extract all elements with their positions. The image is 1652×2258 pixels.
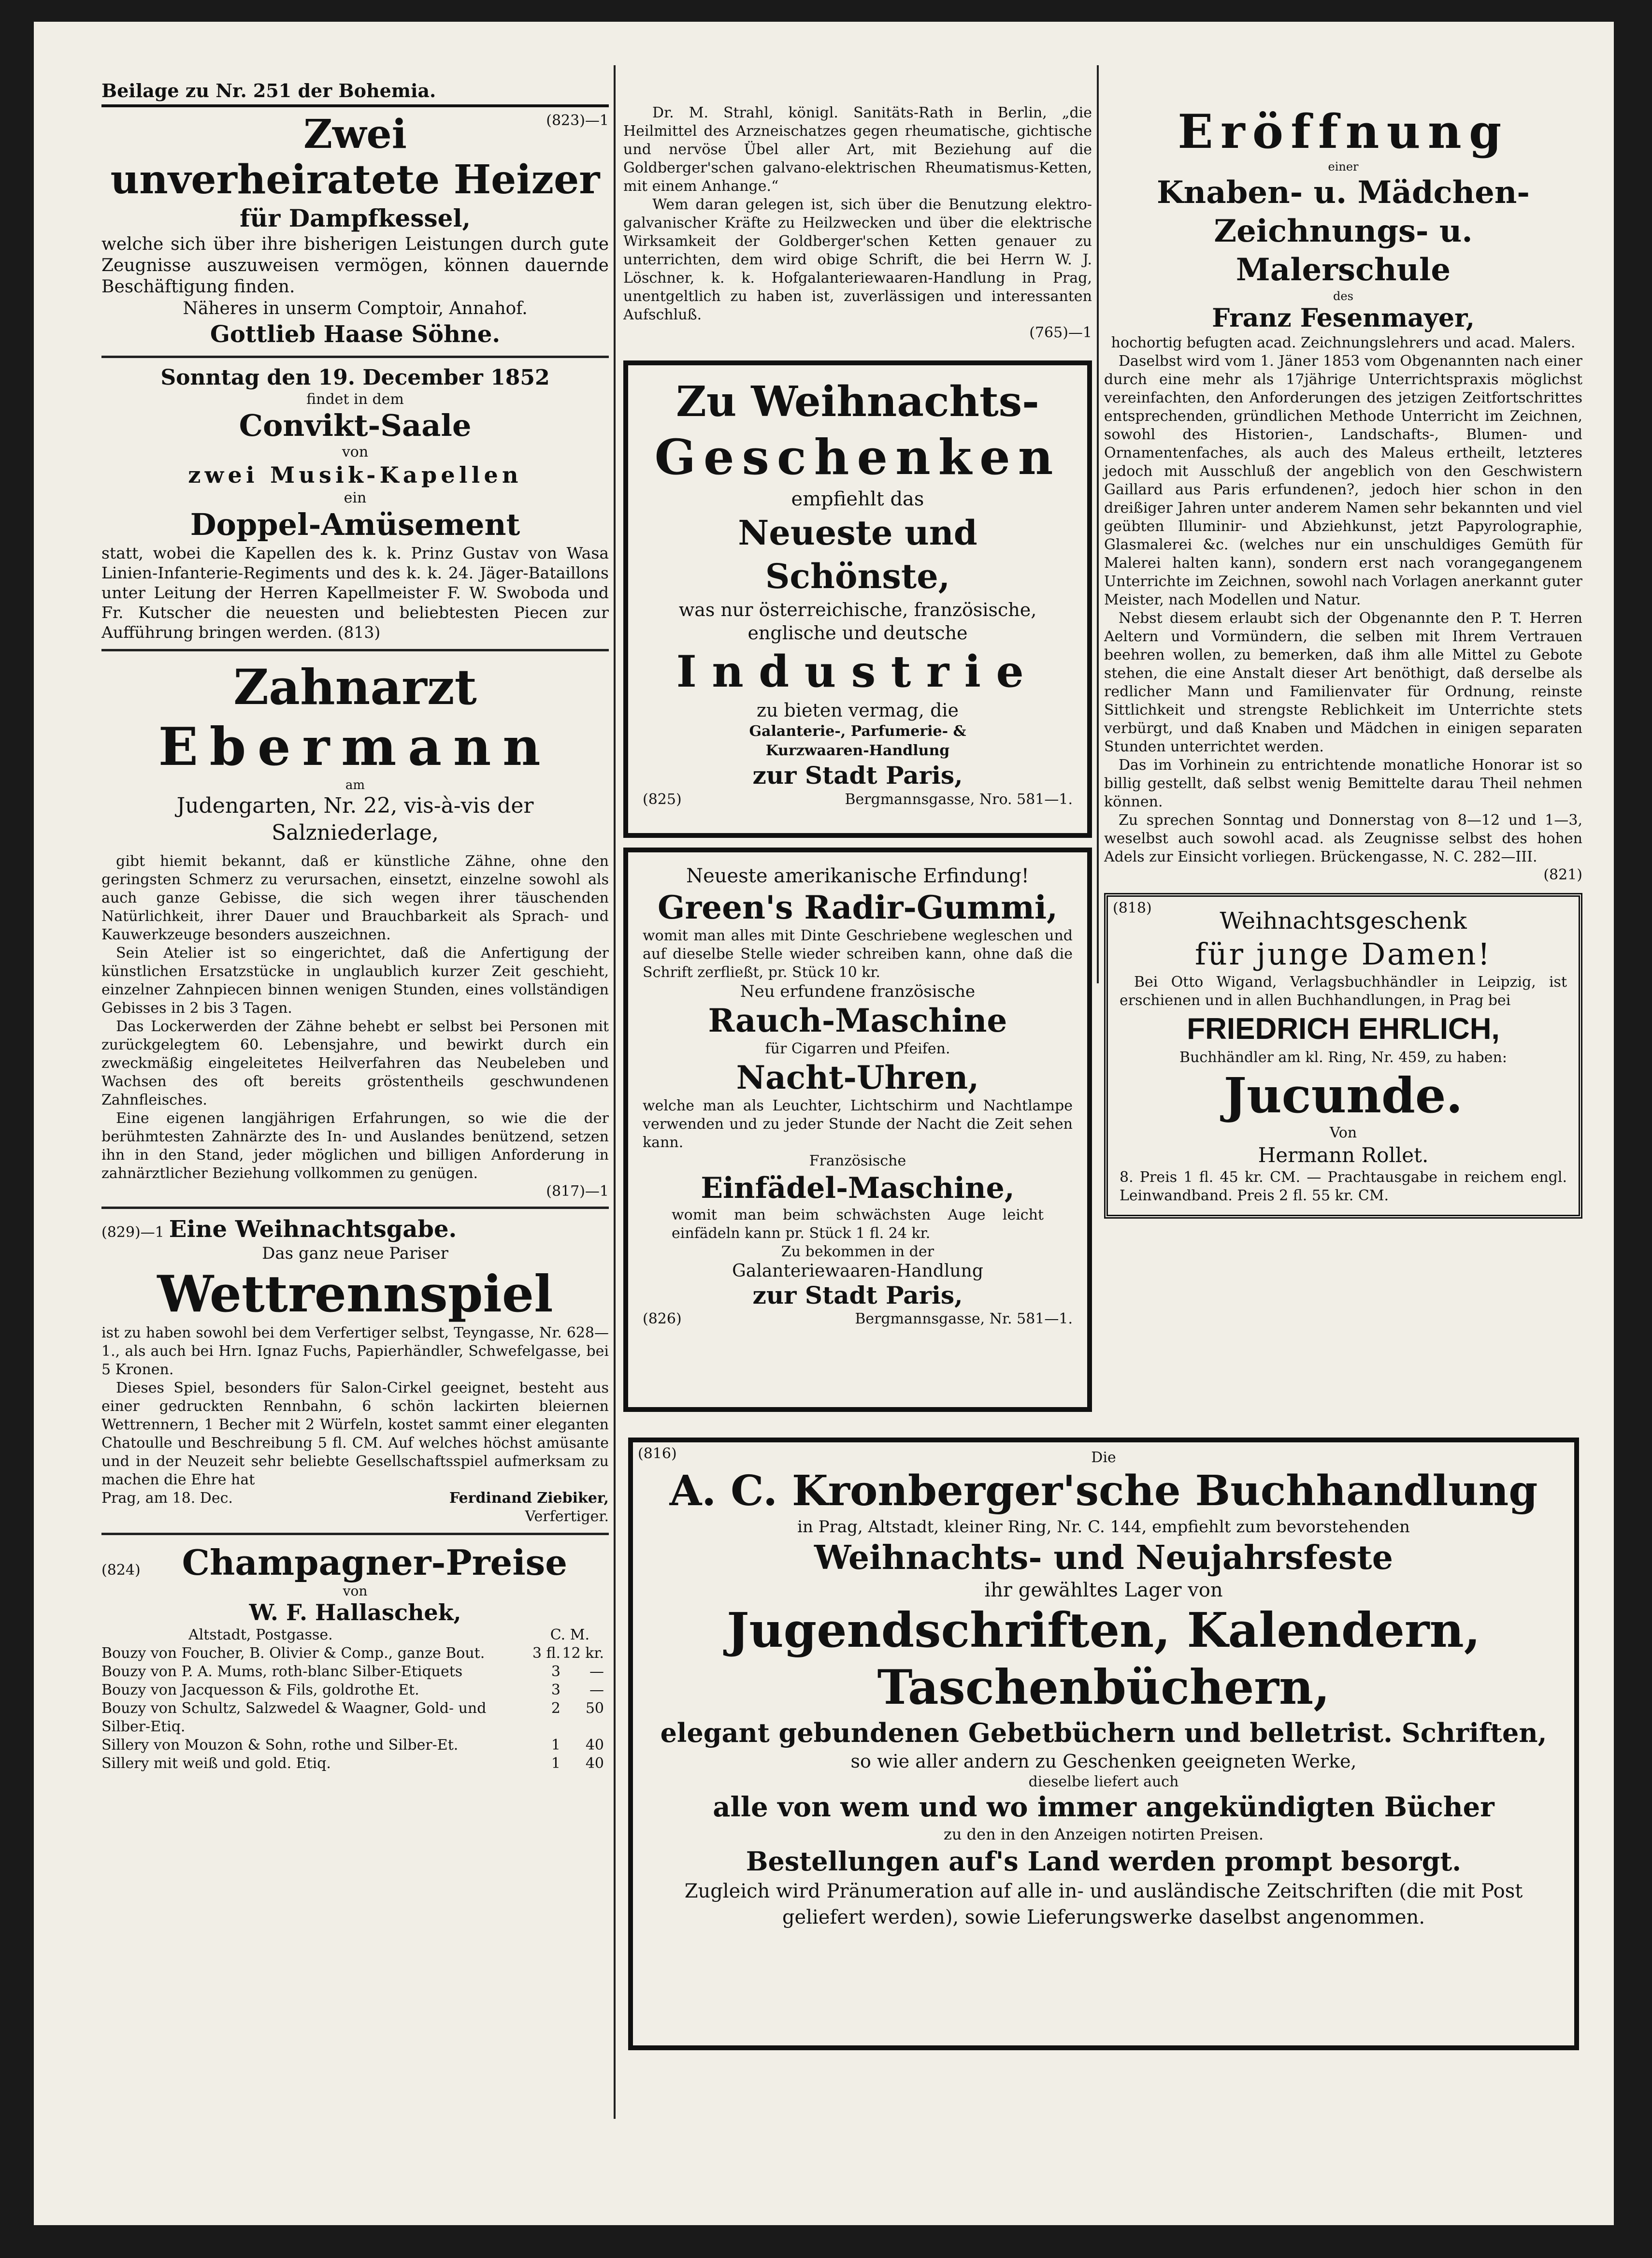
ad-body: Wem daran gelegen ist, sich über die Benutzung elektro-galvanischer Kräfte zu Heilzwecken und über die elektrische Wirksamkeit der Goldberger'schen Ketten genauer zu unterrichten, dem wird obige Schrift, die bei Herrn W. J. Löschner, k. k. Hofgalanteriewaaren-Handlung in Prag, unentgeltlich zu haben ist, zuverlässigen und interessanten Aufschluß. (623, 196, 1092, 323)
ad-title: Eröffnung (1178, 104, 1509, 159)
divider (101, 1533, 609, 1535)
ad-line: Von (1329, 1124, 1357, 1141)
price-item-name: Bouzy von Schultz, Salzwedel & Waagner, Gold- und Silber-Etiq. (101, 1700, 487, 1735)
ad-title: Bestellungen auf's Land werden prompt besorgt. (746, 1846, 1462, 1877)
ad-body: gibt hiemit bekannt, daß er künstliche Zähne, ohne den geringsten Schmerz zu verursachen, einsetzt, einzelne sowohl als auch ganze Gebisse, die sich wegen ihrer täuschenden Natürlichkeit, ihrer Dauer und Brauchbarkeit als Sprach- und Kauwerkzeuge besonders auszeichnen. (101, 853, 609, 943)
ad-title: Nacht-Uhren, (736, 1059, 979, 1096)
ad-title: Knaben- u. Mädchen- (1157, 174, 1530, 211)
ad-signature: Gottlieb Haase Söhne. (210, 321, 501, 348)
ad-line: ihr gewähltes Lager von (984, 1579, 1223, 1601)
ad-line: Neu erfundene französische (740, 982, 976, 1001)
price-row (101, 1699, 604, 1736)
ad-address: Judengarten, Nr. 22, vis-à-vis der Salzniederlage, (176, 793, 534, 845)
ad-place: Prag, am 18. Dec. (101, 1490, 233, 1507)
ad-line: von (343, 1583, 368, 1599)
ad-title: Doppel-Amüsement (190, 507, 520, 542)
currency-label: C. M. (550, 1626, 589, 1643)
ad-body: Zu sprechen Sonntag und Donnerstag von 8—12 und 1—3, weselbst auch sowohl acad. als Zeugnisse selbst des hohen Adels zur Einsicht vorliegen. Brückengasse, N. C. 282—III. (1104, 812, 1582, 865)
ad-body: Dr. M. Strahl, königl. Sanitäts-Rath in Berlin, „die Heilmittel des Arzneischatzes gegen rheumatische, gichtische und nervöse Übel aller Art, mit Beziehung auf die Goldberger'schen galvano-elektrischen Rheumatismus-Ketten, mit einem Anhange.“ (623, 104, 1092, 195)
ad-title: Zahnarzt (233, 659, 477, 716)
ad-title: Wettrennspiel (157, 1264, 553, 1323)
ad-ref: (826) (643, 1310, 682, 1327)
ad-line: am (345, 778, 365, 792)
ad-ref: (829)—1 (101, 1224, 164, 1241)
price-kr: 50 (585, 1700, 604, 1717)
ad-name: W. F. Hallaschek, (249, 1599, 461, 1625)
price-item-name: Sillery von Mouzon & Sohn, rothe und Silber-Et. (101, 1737, 459, 1754)
price-row (101, 1644, 604, 1663)
ad-body: Dieses Spiel, besonders für Salon-Cirkel geeignet, besteht aus einer gedruckten Rennbahn, 6 schön lackirten bleiernen Wettrennern, 1 Becher mit 2 Würfeln, kostet sammt einer eleganten Chatoulle und Beschreibung 5 fl. CM. Auf welches höchst amüsante und in der Neuzeit sehr beliebte Gesellschaftsspiel aufmerksam zu machen die Ehre hat (101, 1380, 609, 1488)
divider (101, 649, 609, 651)
ad-line: Die (1091, 1449, 1116, 1466)
ad-line: Galanterie-, Parfumerie- & Kurzwaaren-Handlung (749, 723, 966, 759)
ad-line: was nur österreichische, französische, englische und deutsche (678, 599, 1037, 644)
ad-title: für junge Damen! (1195, 936, 1492, 972)
ad-body: womit man alles mit Dinte Geschriebene wegleschen und auf dieselbe Stelle wieder schreiben kann, ohne daß die Schrift zerfließt, pr. Stück 10 kr. (643, 927, 1073, 981)
ad-line: hochortig befugten acad. Zeichnungslehrers und acad. Malers. (1111, 334, 1576, 351)
newspaper-page (34, 22, 1614, 2225)
ad-title: Green's Radir-Gummi, (657, 889, 1058, 926)
ad-title: alle von wem und wo immer angekündigten Bücher (713, 1791, 1494, 1823)
ad-line: Neueste amerikanische Erfindung! (686, 865, 1029, 887)
ad-body: Eine eigenen langjährigen Erfahrungen, so wie die der berühmtesten Zahnärzte des In- und Auslandes benützend, setzen ihn in den Stand, jeder möglichen und billigen Anforderung in zahnärztlicher Beziehung vollkommen zu genügen. (101, 1110, 609, 1182)
price-fl: 3 (551, 1663, 560, 1680)
ad-line: Näheres in unserm Comptoir, Annahof. (183, 299, 528, 318)
ad-line: Galanteriewaaren-Handlung (732, 1261, 983, 1281)
ad-line: zu bieten vermag, die (756, 700, 959, 721)
ad-zahnarzt (101, 658, 609, 1200)
ad-weihnachts-geschenken (623, 360, 1092, 838)
ad-title: Zwei (303, 111, 407, 158)
price-row (101, 1663, 604, 1681)
price-kr: 40 (585, 1737, 604, 1754)
ad-ref: (817)—1 (546, 1183, 609, 1200)
ad-line: dieselbe liefert auch (1028, 1773, 1179, 1790)
ad-line: für Cigarren und Pfeifen. (765, 1040, 950, 1057)
price-row (101, 1681, 604, 1699)
ad-line: Zu bekommen in der (781, 1243, 934, 1260)
ad-ref: (816) (638, 1445, 677, 1462)
price-row (101, 1736, 604, 1755)
ad-ref: (821) (1543, 866, 1582, 883)
ad-role: Verfertiger. (525, 1508, 609, 1525)
ad-wettrennspiel (101, 1216, 609, 1526)
ad-ref: (823)—1 (546, 112, 609, 129)
ad-body: statt, wobei die Kapellen des k. k. Prinz Gustav von Wasa Linien-Infanterie-Regiments und des k. k. 24. Jäger-Bataillons unter Leitung der Herren Kapellmeister F. W. Swoboda und Fr. Kutscher die neuesten und beliebtesten Piecen zur Aufführung bringen werden. (813) (101, 544, 609, 642)
ad-heading: Eine Weihnachtsgabe. (169, 1216, 457, 1243)
ad-body: ist zu haben sowohl bei dem Verfertiger selbst, Teyngasse, Nr. 628—1., als auch bei Hrn. Ignaz Fuchs, Papierhändler, Schwefelgasse, bei 5 Kronen. (101, 1324, 609, 1378)
ad-ref: (765)—1 (1029, 324, 1092, 341)
column-right (1104, 104, 1582, 1228)
ad-line: des (1333, 289, 1353, 303)
ad-body: Nebst diesem erlaubt sich der Obgenannte den P. T. Herren Aeltern und Vormündern, die selben mit Ihrem Vertrauen beehren wollen, zu bemerken, daß ihm alle Mittel zu Gebote stehen, die eine Anstalt dieser Art benöthigt, daß derselbe als redlicher Mann und Familienvater für Ordnung, reinste Sittlichkeit und strengste Reblichkeit im Unterrichte stets verbürgt, und daß Knaben und Mädchen in einigen separaten Stunden unterrichtet werden. (1104, 610, 1582, 755)
price-item-name: Bouzy von Foucher, B. Olivier & Comp., ganze Bout. (101, 1645, 485, 1662)
ad-body: Bei Otto Wigand, Verlagsbuchhändler in Leipzig, ist erschienen und in allen Buchhandlungen, in Prag bei (1120, 974, 1567, 1009)
ad-jucunde (1104, 893, 1582, 1219)
ad-title: Geschenken (654, 429, 1061, 486)
ad-shop: zur Stadt Paris, (752, 1281, 963, 1309)
ad-date: Sonntag den 19. December 1852 (160, 365, 550, 390)
price-fl: 3 (551, 1682, 560, 1698)
ad-line: Französische (809, 1152, 906, 1169)
ad-line: empfiehlt das (791, 488, 924, 510)
ad-title: elegant gebundenen Gebetbüchern und belletrist. Schriften, (660, 1717, 1547, 1748)
ad-body: Das im Vorhinein zu entrichtende monatliche Honorar ist so billig gestellt, daß selbst wenig Bemittelte darau Theil nehmen können. (1104, 757, 1582, 810)
masthead: Beilage zu Nr. 251 der Bohemia. (101, 80, 609, 107)
ad-champagner (101, 1542, 609, 1773)
ad-title: Neueste und Schönste, (738, 513, 977, 596)
ad-title: Taschenbüchern, (877, 1660, 1330, 1715)
ad-line: in Prag, Altstadt, kleiner Ring, Nr. C. 144, empfiehlt zum bevorstehenden (797, 1517, 1410, 1537)
ad-line: zu den in den Anzeigen notirten Preisen. (944, 1825, 1264, 1843)
ad-body: Das Lockerwerden der Zähne behebt er selbst bei Personen mit zurückgelegtem 60. Lebensjahre, und bewirkt durch ein zweckmäßig eingeleitetes Heilverfahren das Neubeleben und Wachsen des oft bereits gröstentheils geschwundenen Zahnfleisches. (101, 1018, 609, 1108)
ad-line: Zugleich wird Pränumeration auf alle in- und ausländische Zeitschriften (die mit Post geliefert werden), sowie Lieferungswerke daselbst angenommen. (684, 1880, 1523, 1928)
ad-eroeffnung (1104, 104, 1582, 883)
column-left (101, 80, 609, 1773)
price-item-name: Bouzy von P. A. Mums, roth-blanc Silber-Etiquets (101, 1663, 463, 1680)
price-fl: 1 (551, 1737, 560, 1754)
ad-body: 8. Preis 1 fl. 45 kr. CM. — Prachtausgabe in reichem engl. Leinwandband. Preis 2 fl. 55 kr. CM. (1120, 1169, 1567, 1204)
ad-author: Hermann Rollet. (1258, 1143, 1429, 1167)
ad-title: Rauch-Maschine (708, 1002, 1007, 1039)
price-row (101, 1755, 604, 1773)
ad-convict (101, 365, 609, 642)
divider (101, 356, 609, 358)
price-kr: — (589, 1663, 604, 1680)
ad-address: Altstadt, Postgasse. (188, 1626, 333, 1643)
ad-title: Industrie (676, 646, 1039, 697)
price-item-name: Sillery mit weiß und gold. Etiq. (101, 1755, 331, 1772)
ad-body: welche man als Leuchter, Lichtschirm und Nachtlampe verwenden und zu jeder Stunde der Nacht die Zeit sehen kann. (643, 1097, 1073, 1151)
ad-green-radirgummi (623, 848, 1092, 1412)
ad-line: so wie aller andern zu Geschenken geeigneten Werke, (850, 1751, 1357, 1772)
column-rule (1097, 65, 1099, 983)
price-list (101, 1644, 609, 1773)
ad-body: Daselbst wird vom 1. Jäner 1853 vom Obgenannten nach einer durch eine mehr als 17jährige Unterrichtspraxis möglichst vereinfachten, den Anforderungen des jetzigen Zeitfortschrittes entsprechenden, gründlichen Methode Unterricht im Zeichnen, sowohl des Historien-, Landschafts-, Blumen- und Ornamentenfaches, als auch des Maleus ertheilt, letzteres jedoch mit Ausschluß der angeblich von den Geschwistern Gaillard aus Paris erfundenen?, jedoch hier schon in den dreißiger Jahren unter anderem Namen sehr bekannten und viel geübten Illuminir- und Abziehkunst, jetzt Papyrolographie, Glasmalerei &c. (welches nur ein unschuldiges Gemüth für Malerei halten kann), sondern erst nach vorangegangenem Unterrichte im Zeichnen, sowohl nach Vorlagen anerkannt guter Meister, nach Modellen und Natur. (1104, 353, 1582, 608)
ad-body: welche sich über ihre bisherigen Leistungen durch gute Zeugnisse auszuweisen vermögen, können dauernde Beschäftigung finden. (101, 234, 609, 297)
ad-address: Bergmannsgasse, Nr. 581—1. (855, 1310, 1073, 1327)
ad-body: Sein Atelier ist so eingerichtet, daß die Anfertigung der künstlichen Ersatzstücke in unglaublich kurzer Zeit geschieht, einzelner Zahnpiecen binnen wenigen Stunden, eines vollständigen Gebisses in 2 bis 3 Tagen. (101, 945, 609, 1017)
ad-line: ein (344, 489, 367, 506)
ad-title: Zu Weihnachts- (676, 377, 1039, 426)
ad-title: Weihnachts- und Neujahrsfeste (814, 1539, 1393, 1577)
ad-signature: Ferdinand Ziebiker, (449, 1490, 609, 1507)
price-fl: 3 fl. (532, 1645, 560, 1662)
ad-title: Ebermann (158, 717, 552, 777)
ad-title: Jugendschriften, Kalendern, (727, 1603, 1480, 1658)
ad-line: Das ganz neue Pariser (262, 1244, 448, 1263)
ad-name: FRIEDRICH EHRLICH, (1187, 1012, 1500, 1046)
ad-line: einer (1328, 160, 1359, 173)
divider (101, 1207, 609, 1209)
ad-body: womit man beim schwächsten Auge leicht einfädeln kann pr. Stück 1 fl. 24 kr. (672, 1207, 1044, 1242)
ad-ref: (825) (643, 791, 682, 808)
ad-title: Zeichnungs- u. Malerschule (1214, 213, 1473, 288)
ad-strahl (623, 104, 1092, 341)
ad-address: Bergmannsgasse, Nro. 581—1. (845, 791, 1073, 808)
price-kr: — (589, 1682, 604, 1698)
ad-title: A. C. Kronberger'sche Buchhandlung (669, 1467, 1538, 1515)
ad-name: Franz Fesenmayer, (1212, 303, 1475, 333)
price-kr: 12 kr. (562, 1645, 604, 1662)
ad-title: unverheiratete Heizer (110, 157, 600, 203)
price-kr: 40 (585, 1755, 604, 1772)
ad-title: Champagner-Preise (182, 1542, 568, 1583)
ad-line: von (342, 444, 369, 460)
ad-line: findet in dem (306, 391, 404, 408)
ad-ref: (818) (1113, 900, 1152, 917)
column-middle (623, 104, 1092, 1422)
ad-title: Jucunde. (1223, 1067, 1463, 1124)
ad-subtitle: für Dampfkessel, (240, 204, 471, 232)
ad-line: Buchhändler am kl. Ring, Nr. 459, zu haben: (1179, 1049, 1507, 1066)
ad-title: Convikt-Saale (239, 408, 472, 443)
price-item-name: Bouzy von Jacquesson & Fils, goldrothe Et. (101, 1682, 419, 1698)
ad-heizer (101, 112, 609, 349)
ad-ref: (824) (101, 1562, 141, 1579)
price-fl: 1 (551, 1755, 560, 1772)
ad-title: Weihnachtsgeschenk (1220, 907, 1467, 935)
price-fl: 2 (551, 1700, 560, 1717)
ad-shop: zur Stadt Paris, (752, 761, 963, 790)
column-rule (614, 65, 616, 2119)
ad-title: zwei Musik-Kapellen (188, 462, 522, 488)
ad-kronberger (628, 1438, 1579, 2050)
ad-title: Einfädel-Maschine, (701, 1171, 1015, 1205)
